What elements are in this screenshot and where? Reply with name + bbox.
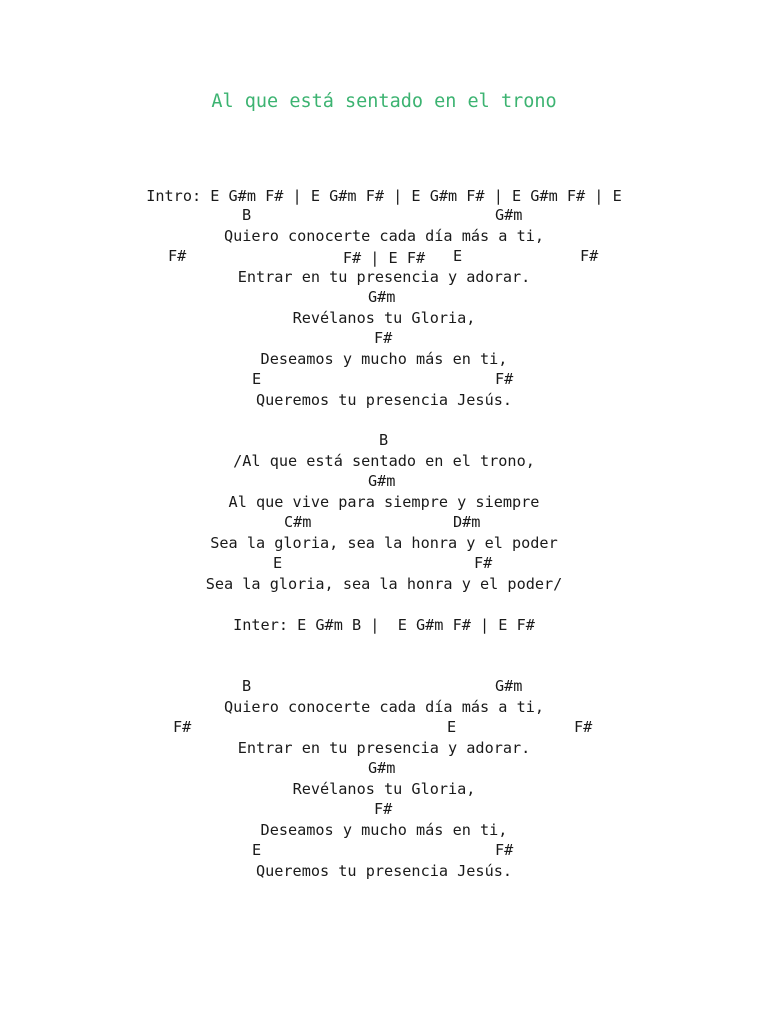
- chorus: [0, 430, 768, 594]
- chord: E: [447, 718, 457, 736]
- chord: E: [252, 841, 262, 859]
- chord: F#: [374, 800, 393, 818]
- lyric-line: Revélanos tu Gloria,: [292, 308, 476, 327]
- chord: B: [242, 677, 252, 695]
- chord: G#m: [495, 677, 523, 695]
- chord: F#: [168, 247, 187, 265]
- chord: D#m: [453, 513, 481, 531]
- chord: F#: [495, 370, 514, 388]
- chord: G#m: [368, 472, 396, 490]
- intro-line: F# | E F#: [342, 248, 426, 267]
- chord-line: [0, 553, 768, 574]
- lyric-line: Queremos tu presencia Jesús.: [255, 390, 513, 409]
- lyric-line: Quiero conocerte cada día más a ti,: [223, 697, 545, 716]
- chord: B: [242, 206, 252, 224]
- chord-line: [0, 799, 768, 820]
- chord: F#: [374, 329, 393, 347]
- chord-line: [0, 430, 768, 451]
- lyric-line: Queremos tu presencia Jesús.: [255, 861, 513, 880]
- lyric-line: Sea la gloria, sea la honra y el poder/: [205, 574, 563, 593]
- chord-line: [0, 758, 768, 779]
- song-title: Al que está sentado en el trono: [211, 91, 557, 112]
- chord: E: [453, 247, 463, 265]
- chord-line: [0, 717, 768, 738]
- chord: F#: [495, 841, 514, 859]
- chord-line: [0, 676, 768, 697]
- lyric-line: Entrar en tu presencia y adorar.: [237, 738, 531, 757]
- lyric-line: Revélanos tu Gloria,: [292, 779, 476, 798]
- lyric-line: Entrar en tu presencia y adorar.: [237, 267, 531, 286]
- chord: G#m: [368, 288, 396, 306]
- chord: F#: [173, 718, 192, 736]
- intro-line: Intro: E G#m F# | E G#m F# | E G#m F# | E G#m F# | E: [146, 187, 622, 205]
- chord-line: [0, 512, 768, 533]
- chord-line: [0, 205, 768, 226]
- chord: C#m: [284, 513, 312, 531]
- chord: G#m: [495, 206, 523, 224]
- lyric-line: Al que vive para siempre y siempre: [228, 492, 540, 511]
- lyric-line: Deseamos y mucho más en ti,: [260, 820, 508, 839]
- chord: E: [252, 370, 262, 388]
- chord-line: [0, 328, 768, 349]
- verse-1: [0, 205, 768, 410]
- chord-line: [0, 287, 768, 308]
- chord: F#: [474, 554, 493, 572]
- lyric-line: Sea la gloria, sea la honra y el poder: [210, 533, 558, 552]
- chord-line: [0, 840, 768, 861]
- chord-line: [0, 471, 768, 492]
- chord-line: [0, 246, 768, 267]
- chord: F#: [574, 718, 593, 736]
- lyric-line: Quiero conocerte cada día más a ti,: [223, 226, 545, 245]
- lyric-line: Deseamos y mucho más en ti,: [260, 349, 508, 368]
- verse-2: [0, 676, 768, 881]
- inter-line: Inter: E G#m B | E G#m F# | E F#: [233, 616, 535, 634]
- chord-line: [0, 369, 768, 390]
- chord: B: [379, 431, 389, 449]
- chord: G#m: [368, 759, 396, 777]
- chord: E: [273, 554, 283, 572]
- lyric-line: /Al que está sentado en el trono,: [233, 451, 535, 470]
- chord: F#: [580, 247, 599, 265]
